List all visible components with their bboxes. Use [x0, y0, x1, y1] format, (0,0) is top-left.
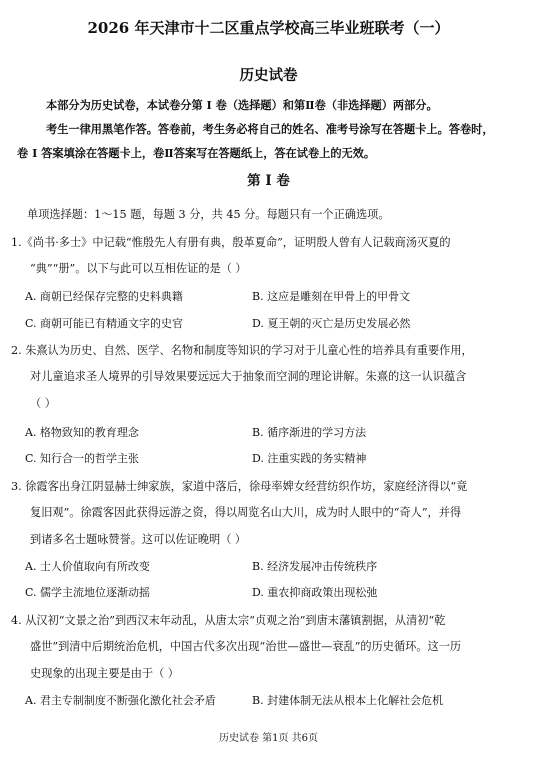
option-b: B. 这应是雕刻在甲骨上的甲骨文	[252, 290, 411, 303]
option-d: D. 夏王朝的灭亡是历史发展必然	[252, 317, 411, 330]
option-c: C. 商朝可能已有精通文字的史官	[25, 317, 184, 330]
paper-title: 历史试卷	[239, 67, 298, 84]
section-title: 第 I 卷	[247, 173, 290, 189]
question-text-line: 4. 从汉初“文景之治”到西汉末年动乱，从唐太宗“贞观之治”到唐末藩镇割据，从清初“乾	[11, 614, 446, 627]
question-text-line: 盛世”到清中后期统治危机，中国古代多次出现“治世—盛世—衰乱”的历史循环。这一历	[30, 640, 462, 653]
option-a: A. 商朝已经保存完整的史料典籍	[25, 290, 183, 303]
option-b: B. 经济发展冲击传统秩序	[252, 560, 378, 573]
option-d: D. 注重实践的务实精神	[252, 452, 367, 465]
option-c: C. 儒学主流地位逐渐动摇	[25, 586, 151, 599]
exam-title: 2026 年天津市十二区重点学校高三毕业班联考（一）	[87, 19, 450, 37]
question-text-line: 到诸多名士题咏赞誉。这可以佐证晚明（ ）	[30, 533, 247, 546]
page-footer: 历史试卷 第1页 共6页	[218, 733, 319, 744]
intro-line-3: 卷 I 答案填涂在答题卡上，卷Ⅱ答案写在答题纸上，答在试卷上的无效。	[17, 146, 376, 160]
option-d: D. 重农抑商政策出现松弛	[252, 586, 378, 599]
question-text-line: 复旧观”。徐霞客因此获得远游之资，得以周览名山大川，成为时人眼中的“奇人”，并得	[30, 506, 462, 519]
question-text-line: 对儿童追求圣人境界的引导效果要远远大于抽象而空洞的理论讲解。朱熹的这一认识蕴含	[30, 370, 467, 383]
option-c: C. 知行合一的哲学主张	[25, 452, 140, 465]
question-text-line: （ ）	[30, 397, 56, 410]
option-b: B. 封建体制无法从根本上化解社会危机	[252, 694, 444, 707]
option-a: A. 士人价值取向有所改变	[25, 560, 150, 573]
question-text-line: “典”“册”。以下与此可以互相佐证的是（ ）	[30, 262, 247, 275]
intro-line-1: 本部分为历史试卷，本试卷分第 I 卷（选择题）和第Ⅱ卷（非选择题）两部分。	[46, 98, 438, 112]
question-text-line: 史现象的出现主要是由于（ ）	[30, 667, 179, 680]
option-b: B. 循序渐进的学习方法	[252, 426, 367, 439]
question-text-line: 3. 徐霞客出身江阴显赫士绅家族，家道中落后，徐母率婢女经营纺织作坊，家庭经济得以“竟	[11, 480, 468, 493]
question-text-line: 2. 朱熹认为历史、自然、医学、名物和制度等知识的学习对于儿童心性的培养具有重要作用，	[11, 344, 473, 357]
question-text-line: 1.《尚书·多士》中记载“惟殷先人有册有典，殷革夏命”，证明殷人曾有人记载商汤灭夏的	[11, 236, 451, 249]
option-a: A. 君主专制制度不断强化激化社会矛盾	[25, 694, 216, 707]
intro-line-2: 考生一律用黑笔作答。答卷前，考生务必将自己的姓名、准考号涂写在答题卡上。答卷时，	[46, 122, 494, 136]
option-a: A. 格物致知的教育理念	[25, 426, 139, 439]
section-instruction: 单项选择题：1～15 题，每题 3 分，共 45 分。每题只有一个正确选项。	[27, 208, 390, 221]
